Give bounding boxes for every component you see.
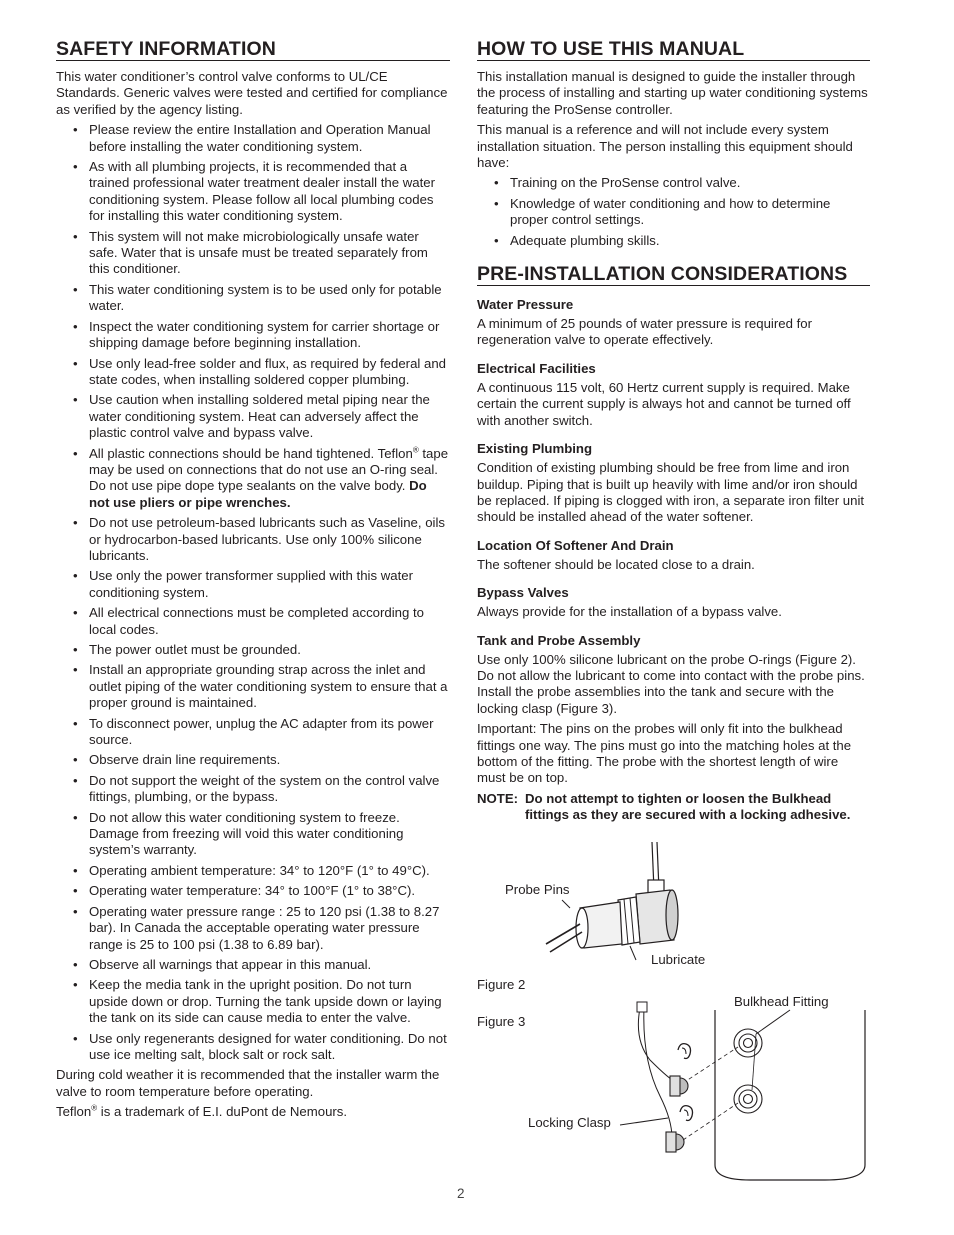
section-title: Water Pressure: [477, 297, 574, 313]
list-item: • Operating water temperature: 34° to 100°F (1° to 38°C).: [56, 883, 450, 899]
probe-lower: [666, 1132, 684, 1152]
manual-paragraph: This manual is a reference and will not include every system installation situation. The person installing this equipment should have:: [477, 122, 853, 171]
trademark-note: Teflon® is a trademark of E.I. duPont de Nemours.: [56, 1103, 348, 1120]
section-text: Condition of existing plumbing should be free from lime and iron buildup. Piping that is built up heavily with lime and/or iron should be replaced. If piping is clogged with iron, a separate iron filter unit should be installed ahead of the water softener.: [477, 460, 865, 525]
section-text: Always provide for the installation of a bypass valve.: [477, 604, 782, 620]
list-item: • All electrical connections must be completed according to local codes.: [56, 605, 450, 638]
list-item: • Use caution when installing soldered metal piping near the water conditioning system. Heat can adversely affect the plastic control valve and bypass valve.: [56, 392, 450, 441]
section-text: A minimum of 25 pounds of water pressure is required for regeneration valve to operate effectively.: [477, 316, 812, 348]
probe-illustration: [540, 842, 700, 970]
manual-list: [477, 175, 870, 249]
probe-pins-label: Probe Pins: [505, 882, 570, 897]
locking-clasp-upper-icon: [678, 1044, 691, 1059]
cold-weather-note: During cold weather it is recommended that the installer warm the valve to room temperature before operating.: [56, 1067, 440, 1099]
note-label: NOTE:: [477, 790, 519, 806]
list-item: • Observe all warnings that appear in this manual.: [56, 957, 450, 973]
list-item: • Knowledge of water conditioning and how to determine proper control settings.: [477, 196, 870, 229]
preinstall-heading: PRE-INSTALLATION CONSIDERATIONS: [477, 263, 870, 286]
lubricate-label: Lubricate: [651, 952, 706, 967]
safety-intro: This water conditioner’s control valve conforms to UL/CE Standards. Generic valves were tested and certified for compliance as verified by the agency listing.: [56, 69, 448, 117]
section-text: Use only 100% silicone lubricant on the probe O-rings (Figure 2). Do not allow the lubricant to come into contact with the probe pins. Install the probe assemblies into the tank and secure with the locking clasp (Figure 3).: [477, 651, 865, 716]
list-item: • Please review the entire Installation and Operation Manual before installing the water conditioning system.: [56, 122, 450, 155]
safety-column: [56, 38, 450, 1125]
list-item: • To disconnect power, unplug the AC adapter from its power source.: [56, 716, 450, 749]
locking-clasp-label: Locking Clasp: [528, 1115, 611, 1130]
list-item: • Use only regenerants designed for water conditioning. Do not use ice melting salt, block salt or rock salt.: [56, 1031, 450, 1064]
safety-heading: SAFETY INFORMATION: [56, 38, 450, 61]
list-item: • The power outlet must be grounded.: [56, 642, 450, 658]
tank-assembly-illustration: [620, 1000, 870, 1182]
section-title: Existing Plumbing: [477, 441, 593, 457]
section-title: Electrical Facilities: [477, 360, 596, 376]
list-item: • Operating ambient temperature: 34° to 120°F (1° to 49°C).: [56, 863, 450, 879]
list-item: • Do not allow this water conditioning system to freeze. Damage from freezing will void this water conditioning system’s warranty.: [56, 810, 450, 859]
bulkhead-fitting-label: Bulkhead Fitting: [734, 994, 829, 1009]
list-item: • Keep the media tank in the upright position. Do not turn upside down or drop. Turning the tank upside down or laying the tank on its side can cause media to enter the valve.: [56, 977, 450, 1026]
list-item: • Use only lead-free solder and flux, as required by federal and state codes, when installing soldered copper plumbing.: [56, 356, 450, 389]
list-item: • Do not use petroleum-based lubricants such as Vaseline, oils or hydrocarbon-based lubricants. Use only 100% silicone lubricants.: [56, 515, 450, 564]
list-item-teflon: • All plastic connections should be hand tightened. Teflon® tape may be used on connections that do not use an O-ring seal. Do not use pipe dope type sealants on the valve body. Do not use pliers or pipe wrenches.: [56, 446, 450, 512]
list-item: • Inspect the water conditioning system for carrier shortage or shipping damage before beginning installation.: [56, 319, 450, 352]
section-title: Bypass Valves: [477, 585, 569, 601]
list-item: • Adequate plumbing skills.: [477, 233, 870, 249]
safety-list: [56, 122, 450, 1063]
note-text: Do not attempt to tighten or loosen the Bulkhead fittings as they are secured with a locking adhesive.: [525, 790, 851, 823]
list-item: • Training on the ProSense control valve.: [477, 175, 870, 191]
figure3-label: Figure 3: [477, 1014, 526, 1029]
list-item: • This system will not make microbiologically unsafe water safe. Water that is unsafe must be treated separately from this conditioner.: [56, 229, 450, 278]
important-paragraph: Important: The pins on the probes will only fit into the bulkhead fittings one way. The pins must go into the matching holes at the bottom of the fitting. The probe with the shortest length of wire must be on top.: [477, 721, 852, 786]
page-number: 2: [457, 1186, 465, 1201]
bulkhead-fitting-lower: [734, 1085, 762, 1113]
list-item: • Operating water pressure range : 25 to 120 psi (1.38 to 8.27 bar). In Canada the acceptable operating water pressure range is 25 to 100 psi (1.38 to 6.89 bar).: [56, 904, 450, 953]
manual-column: [477, 38, 870, 824]
list-item: • Observe drain line requirements.: [56, 752, 450, 768]
list-item: • This water conditioning system is to be used only for potable water.: [56, 282, 450, 315]
list-item: • Install an appropriate grounding strap across the inlet and outlet piping of the water conditioning system to ensure that a proper ground is maintained.: [56, 662, 450, 711]
locking-clasp-lower-icon: [680, 1106, 693, 1121]
manual-heading: HOW TO USE THIS MANUAL: [477, 38, 870, 61]
list-item: • As with all plumbing projects, it is recommended that a trained professional water treatment dealer install the water conditioning system. Please follow all local plumbing codes for installing this water conditioning system.: [56, 159, 450, 225]
list-item: • Do not support the weight of the system on the control valve fittings, plumbing, or the bypass.: [56, 773, 450, 806]
section-text: The softener should be located close to a drain.: [477, 556, 755, 572]
section-title: Tank and Probe Assembly: [477, 632, 641, 648]
section-title: Location Of Softener And Drain: [477, 537, 674, 553]
figure2-label: Figure 2: [477, 977, 526, 992]
list-item: • Use only the power transformer supplied with this water conditioning system.: [56, 568, 450, 601]
probe-upper: [670, 1076, 688, 1096]
manual-paragraph: This installation manual is designed to guide the installer through the process of installing and starting up water conditioning systems featuring the ProSense controller.: [477, 69, 868, 117]
section-text: A continuous 115 volt, 60 Hertz current supply is required. Make certain the current supply is always hot and cannot be turned off with another switch.: [477, 379, 851, 428]
note-block: [477, 791, 870, 824]
